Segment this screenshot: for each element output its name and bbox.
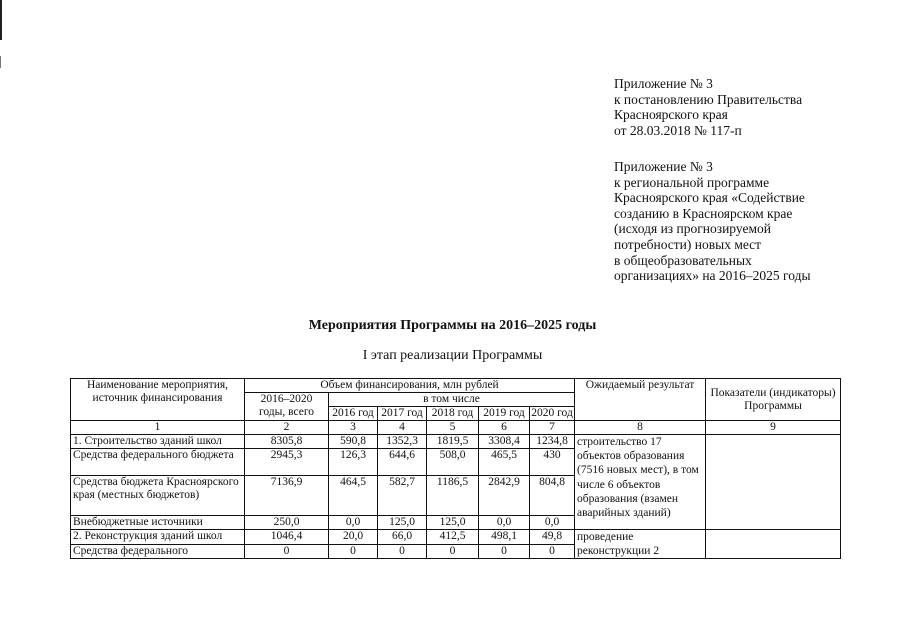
appendix-line: (исходя из прогнозируемой — [614, 221, 771, 237]
appendix-line: потребности) новых мест — [614, 236, 762, 252]
column-number: 1 — [71, 421, 245, 435]
table-row — [71, 530, 841, 545]
header-year: 2016 год — [329, 407, 378, 421]
column-number: 6 — [479, 421, 530, 435]
value-2017: 125,0 — [378, 516, 427, 530]
table-row — [71, 435, 841, 449]
row-name: Средства бюджета Красноярского края (местных бюджетов) — [71, 476, 245, 516]
value-2016: 590,8 — [329, 435, 378, 449]
value-2017: 0 — [378, 544, 427, 559]
header-funding: Объем финансирования, млн рублей — [245, 379, 575, 393]
value-2020: 1234,8 — [530, 435, 575, 449]
value-2017: 644,6 — [378, 449, 427, 476]
header-name: Наименование мероприятия, источник финансирования — [71, 379, 245, 421]
row-name: Внебюджетные источники — [71, 516, 245, 530]
column-number: 5 — [427, 421, 479, 435]
value-2019: 0 — [479, 544, 530, 559]
appendix-program-block — [614, 159, 811, 284]
document-title: Мероприятия Программы на 2016–2025 годы — [308, 318, 597, 333]
appendix-line: Красноярского края — [614, 107, 728, 123]
header-total: 2016–2020 годы, всего — [245, 393, 329, 421]
appendix-line: Приложение № 3 — [614, 76, 713, 91]
value-total: 7136,9 — [245, 476, 329, 516]
value-2017: 582,7 — [378, 476, 427, 516]
value-2016: 126,3 — [329, 449, 378, 476]
column-number: 9 — [706, 421, 841, 435]
column-number: 7 — [530, 421, 575, 435]
program-measures-table — [70, 378, 841, 559]
value-2017: 66,0 — [378, 530, 427, 545]
appendix-line: Приложение № 3 — [614, 159, 713, 174]
header-including: в том числе — [329, 393, 575, 407]
value-2019: 2842,9 — [479, 476, 530, 516]
expected-result: строительство 17 объектов образования (7516 новых мест), в том числе 6 объектов образования (взамен аварийных зданий) — [575, 435, 706, 530]
row-name: 1. Строительство зданий школ — [71, 435, 245, 449]
value-2020: 804,8 — [530, 476, 575, 516]
appendix-line: к региональной программе — [614, 174, 770, 190]
header-indicators: Показатели (индикаторы) Программы — [706, 379, 841, 421]
value-total: 8305,8 — [245, 435, 329, 449]
row-name: 2. Реконструкция зданий школ — [71, 530, 245, 545]
value-2018: 508,0 — [427, 449, 479, 476]
appendix-line: в общеобразовательных — [614, 252, 752, 268]
appendix-line: к постановлению Правительства — [614, 91, 803, 107]
scan-edge-mark — [0, 56, 1, 68]
row-name: Средства федерального бюджета — [71, 449, 245, 476]
value-2016: 0,0 — [329, 516, 378, 530]
value-2019: 3308,4 — [479, 435, 530, 449]
value-2018: 412,5 — [427, 530, 479, 545]
value-2020: 49,8 — [530, 530, 575, 545]
value-2016: 20,0 — [329, 530, 378, 545]
value-2019: 0,0 — [479, 516, 530, 530]
column-number: 8 — [575, 421, 706, 435]
value-2016: 0 — [329, 544, 378, 559]
value-2016: 464,5 — [329, 476, 378, 516]
row-name: Средства федерального — [71, 544, 245, 559]
value-2020: 0 — [530, 544, 575, 559]
indicators-cell — [706, 435, 841, 530]
value-total: 0 — [245, 544, 329, 559]
appendix-line: Красноярского края «Содействие — [614, 190, 805, 206]
value-2018: 0 — [427, 544, 479, 559]
scan-edge-mark — [0, 0, 2, 40]
value-2020: 0,0 — [530, 516, 575, 530]
header-year: 2020 год — [531, 407, 573, 419]
indicators-cell — [706, 530, 841, 559]
header-result: Ожидаемый результат — [575, 379, 706, 421]
value-2020: 430 — [530, 449, 575, 476]
appendix-resolution-block — [614, 76, 802, 138]
value-2018: 1186,5 — [427, 476, 479, 516]
value-total: 250,0 — [245, 516, 329, 530]
expected-result: проведение реконструкции 2 — [575, 530, 706, 559]
document-subtitle: I этап реализации Программы — [362, 348, 543, 363]
header-year: 2019 год — [479, 407, 530, 421]
value-2017: 1352,3 — [378, 435, 427, 449]
value-2018: 1819,5 — [427, 435, 479, 449]
appendix-line: от 28.03.2018 № 117-п — [614, 122, 742, 138]
value-total: 1046,4 — [245, 530, 329, 545]
value-2019: 498,1 — [479, 530, 530, 545]
header-year: 2018 год — [427, 407, 479, 421]
column-number: 4 — [378, 421, 427, 435]
column-number: 3 — [329, 421, 378, 435]
header-year: 2017 год — [378, 407, 427, 421]
value-2018: 125,0 — [427, 516, 479, 530]
appendix-line: созданию в Красноярском крае — [614, 205, 793, 221]
appendix-line: организациях» на 2016–2025 годы — [614, 268, 811, 284]
value-total: 2945,3 — [245, 449, 329, 476]
column-number: 2 — [245, 421, 329, 435]
value-2019: 465,5 — [479, 449, 530, 476]
